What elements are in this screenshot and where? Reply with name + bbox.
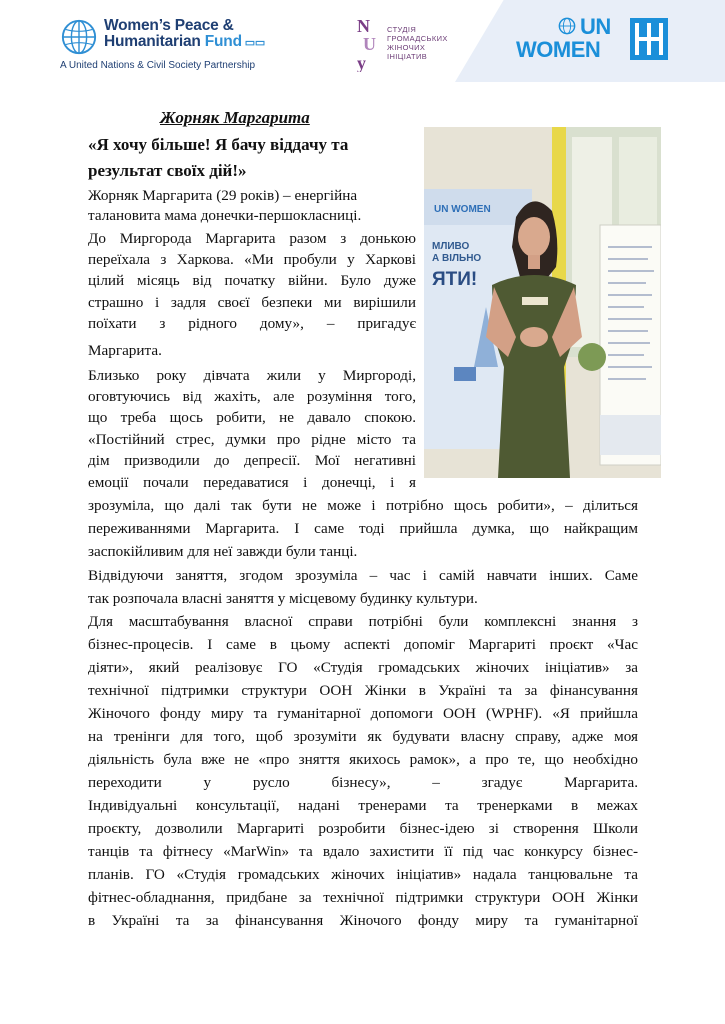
body-line: емоції почали передаватися і донечці, і я xyxy=(88,474,416,491)
studio-monogram-icon xyxy=(355,14,381,72)
svg-text:U: U xyxy=(363,34,376,54)
body-line: Жіночого фонду миру та гуманітарної допомоги ООН (WPHF). «Я прийшла xyxy=(88,705,638,722)
body-line: діяти», який реалізовує ГО «Студія громадських жіночих ініціатив» за xyxy=(88,659,638,676)
body-line: що треба щось робити, не давало спокою. xyxy=(88,409,416,426)
body-line: дім призводили до депресії. Мої негативні xyxy=(88,452,416,469)
body-line: «Постійний стрес, думки про рідне місто та xyxy=(88,431,416,448)
presenter-photo-illustration xyxy=(424,127,661,478)
body-line: Жорняк Маргарита (29 років) – енергійна xyxy=(88,187,358,204)
body-line: Для масштабування власної справи потрібні були комплексні знання з xyxy=(88,613,638,630)
un-women-symbol-icon xyxy=(630,18,668,60)
wphf-logo xyxy=(60,18,265,56)
body-line: талановита мама донечки-першокласниці. xyxy=(88,207,362,224)
photo-presenter xyxy=(424,127,661,478)
body-line: Маргарита. xyxy=(88,342,162,359)
body-line: Відвідуючи заняття, згодом зрозуміла – час і самій навчати інших. Саме xyxy=(88,567,638,584)
body-line: зрозуміла, що далі так бути не може і потрібно щось робити», – ділиться xyxy=(88,497,638,514)
body-line: переживаннями Маргарита. І саме тоді прийшла думка, що найкращим xyxy=(88,520,638,537)
body-line: в Україні та за фінансування Жіночого фонду миру та гуманітарної xyxy=(88,912,638,929)
studio-logo xyxy=(355,14,448,72)
banner-mid2-text: А ВІЛЬНО xyxy=(432,253,482,264)
body-line: бізнес-процесів. І саме в цьому аспекті допоміг Маргариті проєкт «Час xyxy=(88,636,638,653)
body-line: страшно і задля своєї безпеки ми вирішили xyxy=(88,294,416,311)
wphf-tagline: A United Nations & Civil Society Partnership xyxy=(60,60,256,71)
body-line: цілий місяць від початку війни. Було дуже xyxy=(88,272,416,289)
body-line: проєкту, дозволили Маргариті розробити бізнес-ідею зі створення Школи xyxy=(88,820,638,837)
un-women-un: UN xyxy=(580,14,611,39)
body-line: так розпочала власні заняття у місцевому будинку культури. xyxy=(88,590,478,607)
body-line: Близько року дівчата жили у Миргороді, xyxy=(88,367,416,384)
wphf-name-line2: Humanitarian Fund ▭▭ xyxy=(104,33,266,50)
page-header xyxy=(0,0,725,82)
body-line: планів. ГО «Студія громадських жіночих ініціатив» надала танцювальне та xyxy=(88,866,638,883)
body-line: заспокійливим для неї завжди були танці. xyxy=(88,543,358,560)
svg-text:N: N xyxy=(357,16,370,36)
banner-big-text: ЯТИ! xyxy=(432,269,478,290)
body-line: технічної підтримки структури ООН Жінки в Україні та за фінансування xyxy=(88,682,638,699)
body-line: Індивідуальні консультації, надані тренерами та тренерками в межах xyxy=(88,797,638,814)
body-line: оговтуючись від жахіть, але розуміння того, xyxy=(88,388,416,405)
banner-top-text: UN WOMEN xyxy=(434,204,491,215)
body-line: переходити у русло бізнесу», – згадує Маргарита. xyxy=(88,774,638,791)
body-line: фітнес-обладнання, придбане за технічної підтримки структури ООН Жінки xyxy=(88,889,638,906)
banner-mid1-text: МЛИВО xyxy=(432,241,470,252)
un-globe-small-icon xyxy=(558,17,576,35)
body-line: танців та фітнесу «MarWin» та вдало захистити її під час конкурсу бізнес- xyxy=(88,843,638,860)
un-globe-icon xyxy=(60,18,98,56)
wphf-name-line1: Women’s Peace & xyxy=(104,17,234,34)
svg-text:y: y xyxy=(357,53,366,72)
article-title: Жорняк Маргарита xyxy=(160,108,310,127)
body-line: переїхала з Харкова. «Ми пробули у Харкові xyxy=(88,251,416,268)
body-line: До Миргорода Маргарита разом з донькою xyxy=(88,230,416,247)
article-quote: «Я хочу більше! Я бачу віддачу та результат своїх дій!» xyxy=(88,135,349,180)
body-line: поїхати з рідного дому», – пригадує xyxy=(88,315,416,332)
body-line: діяльність була вже не «про зняття якихось рамок», а про те, що необхідно xyxy=(88,751,638,768)
un-women-women: WOMEN xyxy=(516,37,601,62)
studio-logo-text: СТУДІЯ ГРОМАДСЬКИХ ЖІНОЧИХ ІНІЦІАТИВ xyxy=(387,25,448,61)
un-women-logo xyxy=(516,16,671,66)
body-line: на тренінги для того, щоб зрозуміти як будувати власну справу, адже моя xyxy=(88,728,638,745)
